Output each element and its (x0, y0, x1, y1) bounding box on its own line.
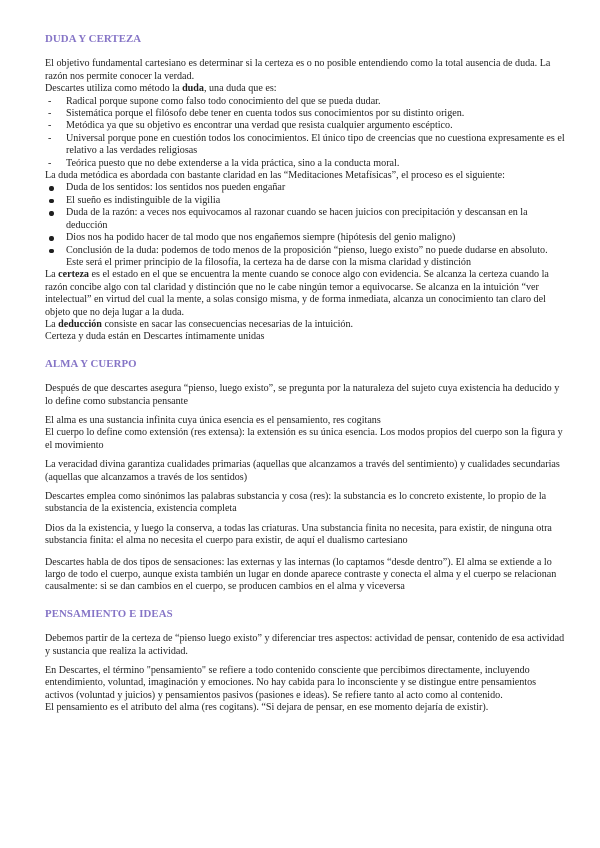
paragraph: El pensamiento es el atributo del alma (res cogitans). “Si dejara de pensar, en ese momento dejaría de existir). (45, 702, 489, 714)
paragraph-certeza: La certeza es el estado en el que se encuentra la mente cuando se conoce algo con evidencia. Se alcanza la certeza cuando la razón concibe algo con tal claridad y distinción que no le cabe ningún temor a equivocarse. Se alcanza en la intuición “ver intelectual” en virtud del cual la mente, a solas consigo misma, y de forma inmediata, alcanza un conocimiento tan claro del objeto que no deja lugar a la duda. (45, 269, 549, 318)
paragraph-intro: El objetivo fundamental cartesiano es determinar si la certeza es o no posible entendiendo como la total ausencia de duda. La razón nos permite conocer la verdad. (45, 58, 551, 82)
paragraph: El cuerpo lo define como extensión (res extensa): la extensión es su única esencia. Los modos propios del cuerpo son la figura y el movimiento (45, 427, 563, 451)
list-item: Duda de la razón: a veces nos equivocamos al razonar cuando se hacen juicios con precipitación y descansan en la deducción (45, 207, 565, 232)
bullet-list (45, 182, 565, 269)
paragraph: Dios da la existencia, y luego la conserva, a todas las criaturas. Una substancia finita no necesita, para existir, de ninguna otra substancia finita: el alma no necesita el cuerpo para existir, de aquí el dualismo cartesiano (45, 522, 552, 547)
term-duda: duda (182, 83, 204, 95)
paragraph: Descartes emplea como sinónimos las palabras substancia y cosa (res): la substancia es lo concreto existente, lo propio de la substancia de la existencia, existencia completa (45, 491, 547, 515)
list-item: Duda de los sentidos: los sentidos nos pueden engañar (45, 182, 565, 194)
list-item: Dios nos ha podido hacer de tal modo que nos engañemos siempre (hipótesis del genio maligno) (45, 232, 565, 244)
section-title-duda-certeza: DUDA Y CERTEZA (45, 33, 142, 45)
paragraph: La veracidad divina garantiza cualidades primarias (aquellas que alcanzamos a través del sentimiento) y cualidades secundarias (aquellas que alcanzamos a través de los sentidos) (45, 459, 560, 483)
paragraph: En Descartes, el término "pensamiento" se refiere a todo contenido consciente que percibimos directamente, incluyendo entendimiento, voluntad, imaginación y emociones. No hay cabida para lo inconsciente y se distingue entre pensamientos activos (voluntad y juicios) y pensamientos pasivos (pasiones e ideas). Se refiere tanto al acto como al contenido. (45, 665, 537, 701)
paragraph-final: Certeza y duda están en Descartes íntimamente unidas (45, 331, 265, 343)
paragraph-proceso: La duda metódica es abordada con bastante claridad en las “Meditaciones Metafísicas”, el proceso es el siguiente: (45, 170, 505, 182)
section-title-alma-cuerpo: ALMA Y CUERPO (45, 357, 137, 370)
list-item: - Metódica ya que su objetivo es encontrar una verdad que resista cualquier argumento escéptico. (45, 120, 565, 132)
paragraph: El alma es una sustancia infinita cuya única esencia es el pensamiento, res cogitans (45, 414, 381, 426)
list-item: - Universal porque pone en cuestión todos los conocimientos. El único tipo de creencias que no cuestiona expresamente es el relativo a las verdades religiosas (45, 133, 565, 158)
paragraph-deduccion: La deducción consiste en sacar las consecuencias necesarias de la intuición. (45, 318, 354, 330)
list-item: - Sistemática porque el filósofo debe tener en cuenta todos sus conocimientos por su distinto origen. (45, 108, 565, 120)
dash-list (45, 96, 565, 170)
page-content (45, 33, 565, 715)
paragraph: Descartes habla de dos tipos de sensaciones: las externas y las internas (lo captamos “desde dentro”). El alma se extiende a lo largo de todo el cuerpo, aunque exista también un lugar en donde aparece contraste y conecta el alma y el cuerpo se relacionan causalmente: si se dan cambios en el cuerpo, se producen cambios en el alma y viceversa (45, 556, 557, 593)
term-deduccion: deducción (58, 318, 102, 330)
list-item: Conclusión de la duda: podemos de todo menos de la proposición “pienso, luego existo” no puede dudarse en absoluto. Este será el primer principio de la filosofía, la certeza ha de darse con la misma claridad y distinción (45, 245, 565, 270)
paragraph-metodo: Descartes utiliza como método la duda, una duda que es: (45, 83, 277, 95)
list-item: El sueño es indistinguible de la vigilia (45, 195, 565, 207)
list-item: - Radical porque supone como falso todo conocimiento del que se pueda dudar. (45, 96, 565, 108)
term-certeza: certeza (58, 269, 89, 281)
paragraph: Debemos partir de la certeza de “pienso luego existo” y diferenciar tres aspectos: actividad de pensar, contenido de esa actividad y sustancia que realiza la actividad. (45, 633, 565, 657)
section-title-pensamiento-ideas: PENSAMIENTO E IDEAS (45, 607, 173, 620)
paragraph: Después de que descartes asegura “pienso, luego existo”, se pregunta por la naturaleza del sujeto cuya existencia ha deducido y lo define como substancia pensante (45, 383, 560, 407)
list-item: - Teórica puesto que no debe extenderse a la vida práctica, sino a la conducta moral. (45, 158, 565, 170)
